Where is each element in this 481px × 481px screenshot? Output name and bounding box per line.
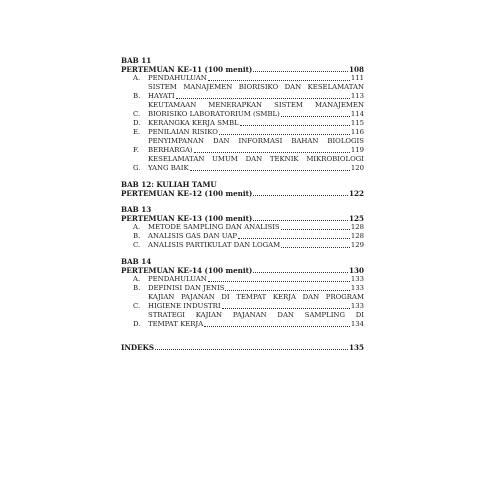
toc-section [121, 56, 364, 173]
toc-item [121, 275, 364, 284]
page-number: 115 [350, 119, 364, 127]
item-letter: A. [133, 223, 141, 231]
dot-leader [194, 152, 350, 153]
meeting-entry [121, 65, 364, 74]
item-letter: C. [133, 302, 141, 310]
meeting-title: PERTEMUAN KE-13 (100 menit) [121, 214, 253, 223]
page-number: 114 [350, 110, 364, 118]
page-number: 135 [348, 343, 364, 352]
item-title-line: METODE SAMPLING DAN ANALISIS [148, 223, 280, 231]
entry-body [148, 101, 364, 119]
item-title-line: ANALISIS GAS DAN UAP [148, 232, 237, 240]
entry-body [148, 128, 364, 137]
item-title-line: KERANGKA KERJA SMBL [148, 119, 239, 127]
entry-line [148, 302, 364, 311]
item-letter: B. [133, 232, 141, 240]
dot-leader [225, 290, 349, 291]
page-number: 111 [350, 74, 364, 82]
entry-line [148, 241, 364, 250]
meeting-title: PERTEMUAN KE-14 (100 menit) [121, 266, 253, 275]
dot-leader [222, 308, 350, 309]
entry-body [121, 189, 364, 198]
entry-body [148, 241, 364, 250]
entry-body [148, 137, 364, 155]
toc-section [121, 205, 364, 250]
item-title-line: HAYATI [148, 92, 175, 100]
entry-body [121, 343, 364, 352]
meeting-title: PERTEMUAN KE-12 (100 menit) [121, 189, 253, 198]
item-title-line: KESELAMATAN UMUM DAN TEKNIK MIKROBIOLOGI [148, 155, 364, 163]
entry-line [121, 343, 364, 352]
page-number: 122 [348, 189, 364, 198]
item-title-line: PENDAHULUAN [148, 74, 207, 82]
item-letter: B. [133, 92, 141, 100]
entry-line [148, 110, 364, 119]
item-title-line: PENDAHULUAN [148, 275, 207, 283]
item-letter: D. [133, 320, 141, 328]
entry-body [148, 293, 364, 311]
entry-body [148, 74, 364, 83]
page-number: 120 [350, 164, 364, 172]
dot-leader [219, 134, 350, 135]
item-title-line: ANALISIS PARTIKULAT DAN LOGAM [148, 241, 281, 249]
page-number: 125 [348, 214, 364, 223]
toc-item [121, 232, 364, 241]
entry-line [121, 214, 364, 223]
entry-line [148, 164, 364, 173]
toc-section [121, 180, 364, 198]
dot-leader [281, 229, 350, 230]
page-number: 133 [350, 302, 364, 310]
meeting-entry [121, 214, 364, 223]
page-number: 133 [350, 275, 364, 283]
entry-body [148, 275, 364, 284]
dot-leader [204, 326, 350, 327]
entry-line [121, 65, 364, 74]
entry-line [121, 266, 364, 275]
meeting-entry [121, 266, 364, 275]
entry-body [121, 65, 364, 74]
item-letter: E. [133, 128, 141, 136]
dot-leader [176, 98, 350, 99]
table-of-contents [121, 56, 364, 352]
entry-body [148, 83, 364, 101]
toc-item [121, 137, 364, 155]
entry-body [148, 311, 364, 329]
item-title-line: STRATEGI KAJIAN PAJANAN DAN SAMPLING DI [148, 311, 364, 319]
entry-line [148, 320, 364, 329]
entry-body [148, 223, 364, 232]
index-entry [121, 343, 364, 352]
dot-leader [155, 349, 348, 350]
toc-item [121, 119, 364, 128]
toc-item [121, 101, 364, 119]
toc-item [121, 128, 364, 137]
item-title-line: PENYIMPANAN DAN INFORMASI BAHAN BIOLOGIS [148, 137, 364, 145]
page-number: 119 [350, 146, 364, 154]
chapter-heading: BAB 12: KULIAH TAMU [121, 180, 217, 189]
page-number: 133 [350, 284, 364, 292]
item-title-line: KEUTAMAAN MENERAPKAN SISTEM MANAJEMEN [148, 101, 364, 109]
chapter-heading: BAB 11 [121, 56, 152, 65]
dot-leader [281, 247, 350, 248]
item-title-line: BERHARGA) [148, 146, 193, 154]
item-title-line: BIORISIKO LABORATORIUM (SMBL) [148, 110, 280, 118]
dot-leader [281, 116, 350, 117]
toc-item [121, 293, 364, 311]
item-title-line: SISTEM MANAJEMEN BIORISIKO DAN KESELAMATAN [148, 83, 364, 91]
chapter-heading: BAB 13 [121, 205, 152, 214]
dot-leader [208, 80, 350, 81]
entry-line [121, 189, 364, 198]
entry-body [148, 119, 364, 128]
page-number: 134 [350, 320, 364, 328]
toc-item [121, 223, 364, 232]
page-number: 128 [350, 232, 364, 240]
meeting-entry [121, 189, 364, 198]
entry-body [148, 155, 364, 173]
entry-body [121, 214, 364, 223]
toc-item [121, 155, 364, 173]
entry-body [121, 266, 364, 275]
item-title-line: TEMPAT KERJA [148, 320, 204, 328]
dot-leader [238, 238, 350, 239]
page-number: 116 [350, 128, 364, 136]
entry-line [148, 223, 364, 232]
dot-leader [253, 272, 348, 273]
entry-line [148, 275, 364, 284]
entry-body [148, 284, 364, 293]
toc-item [121, 241, 364, 250]
item-title-line: PENILAIAN RISIKO [148, 128, 218, 136]
item-letter: G. [133, 164, 141, 172]
page-number: 130 [348, 266, 364, 275]
toc-item [121, 83, 364, 101]
dot-leader [190, 170, 350, 171]
item-letter: A. [133, 74, 141, 82]
item-letter: A. [133, 275, 141, 283]
toc-item [121, 74, 364, 83]
page-number: 113 [350, 92, 364, 100]
dot-leader [240, 125, 350, 126]
dot-leader [253, 220, 348, 221]
entry-body [148, 232, 364, 241]
entry-line [148, 232, 364, 241]
page-number: 129 [350, 241, 364, 249]
entry-line [148, 119, 364, 128]
entry-line [148, 284, 364, 293]
page-number: 128 [350, 223, 364, 231]
index-title: INDEKS [121, 343, 155, 352]
item-letter: C. [133, 241, 141, 249]
toc-item [121, 284, 364, 293]
item-title-line: YANG BAIK [148, 164, 189, 172]
item-title-line: KAJIAN PAJANAN DI TEMPAT KERJA DAN PROGRAM [148, 293, 364, 301]
toc-section [121, 257, 364, 329]
item-title-line: HIGIENE INDUSTRI [148, 302, 221, 310]
toc-item [121, 311, 364, 329]
dot-leader [208, 281, 350, 282]
item-letter: C. [133, 110, 141, 118]
entry-line [148, 74, 364, 83]
dot-leader [253, 195, 348, 196]
item-letter: D. [133, 119, 141, 127]
page-number: 108 [348, 65, 364, 74]
entry-line [148, 146, 364, 155]
dot-leader [253, 71, 348, 72]
chapter-heading: BAB 14 [121, 257, 152, 266]
entry-line [148, 92, 364, 101]
entry-line [148, 128, 364, 137]
meeting-title: PERTEMUAN KE-11 (100 menit) [121, 65, 253, 74]
item-title-line: DEFINISI DAN JENIS [148, 284, 225, 292]
item-letter: B. [133, 284, 141, 292]
item-letter: F. [133, 146, 139, 154]
